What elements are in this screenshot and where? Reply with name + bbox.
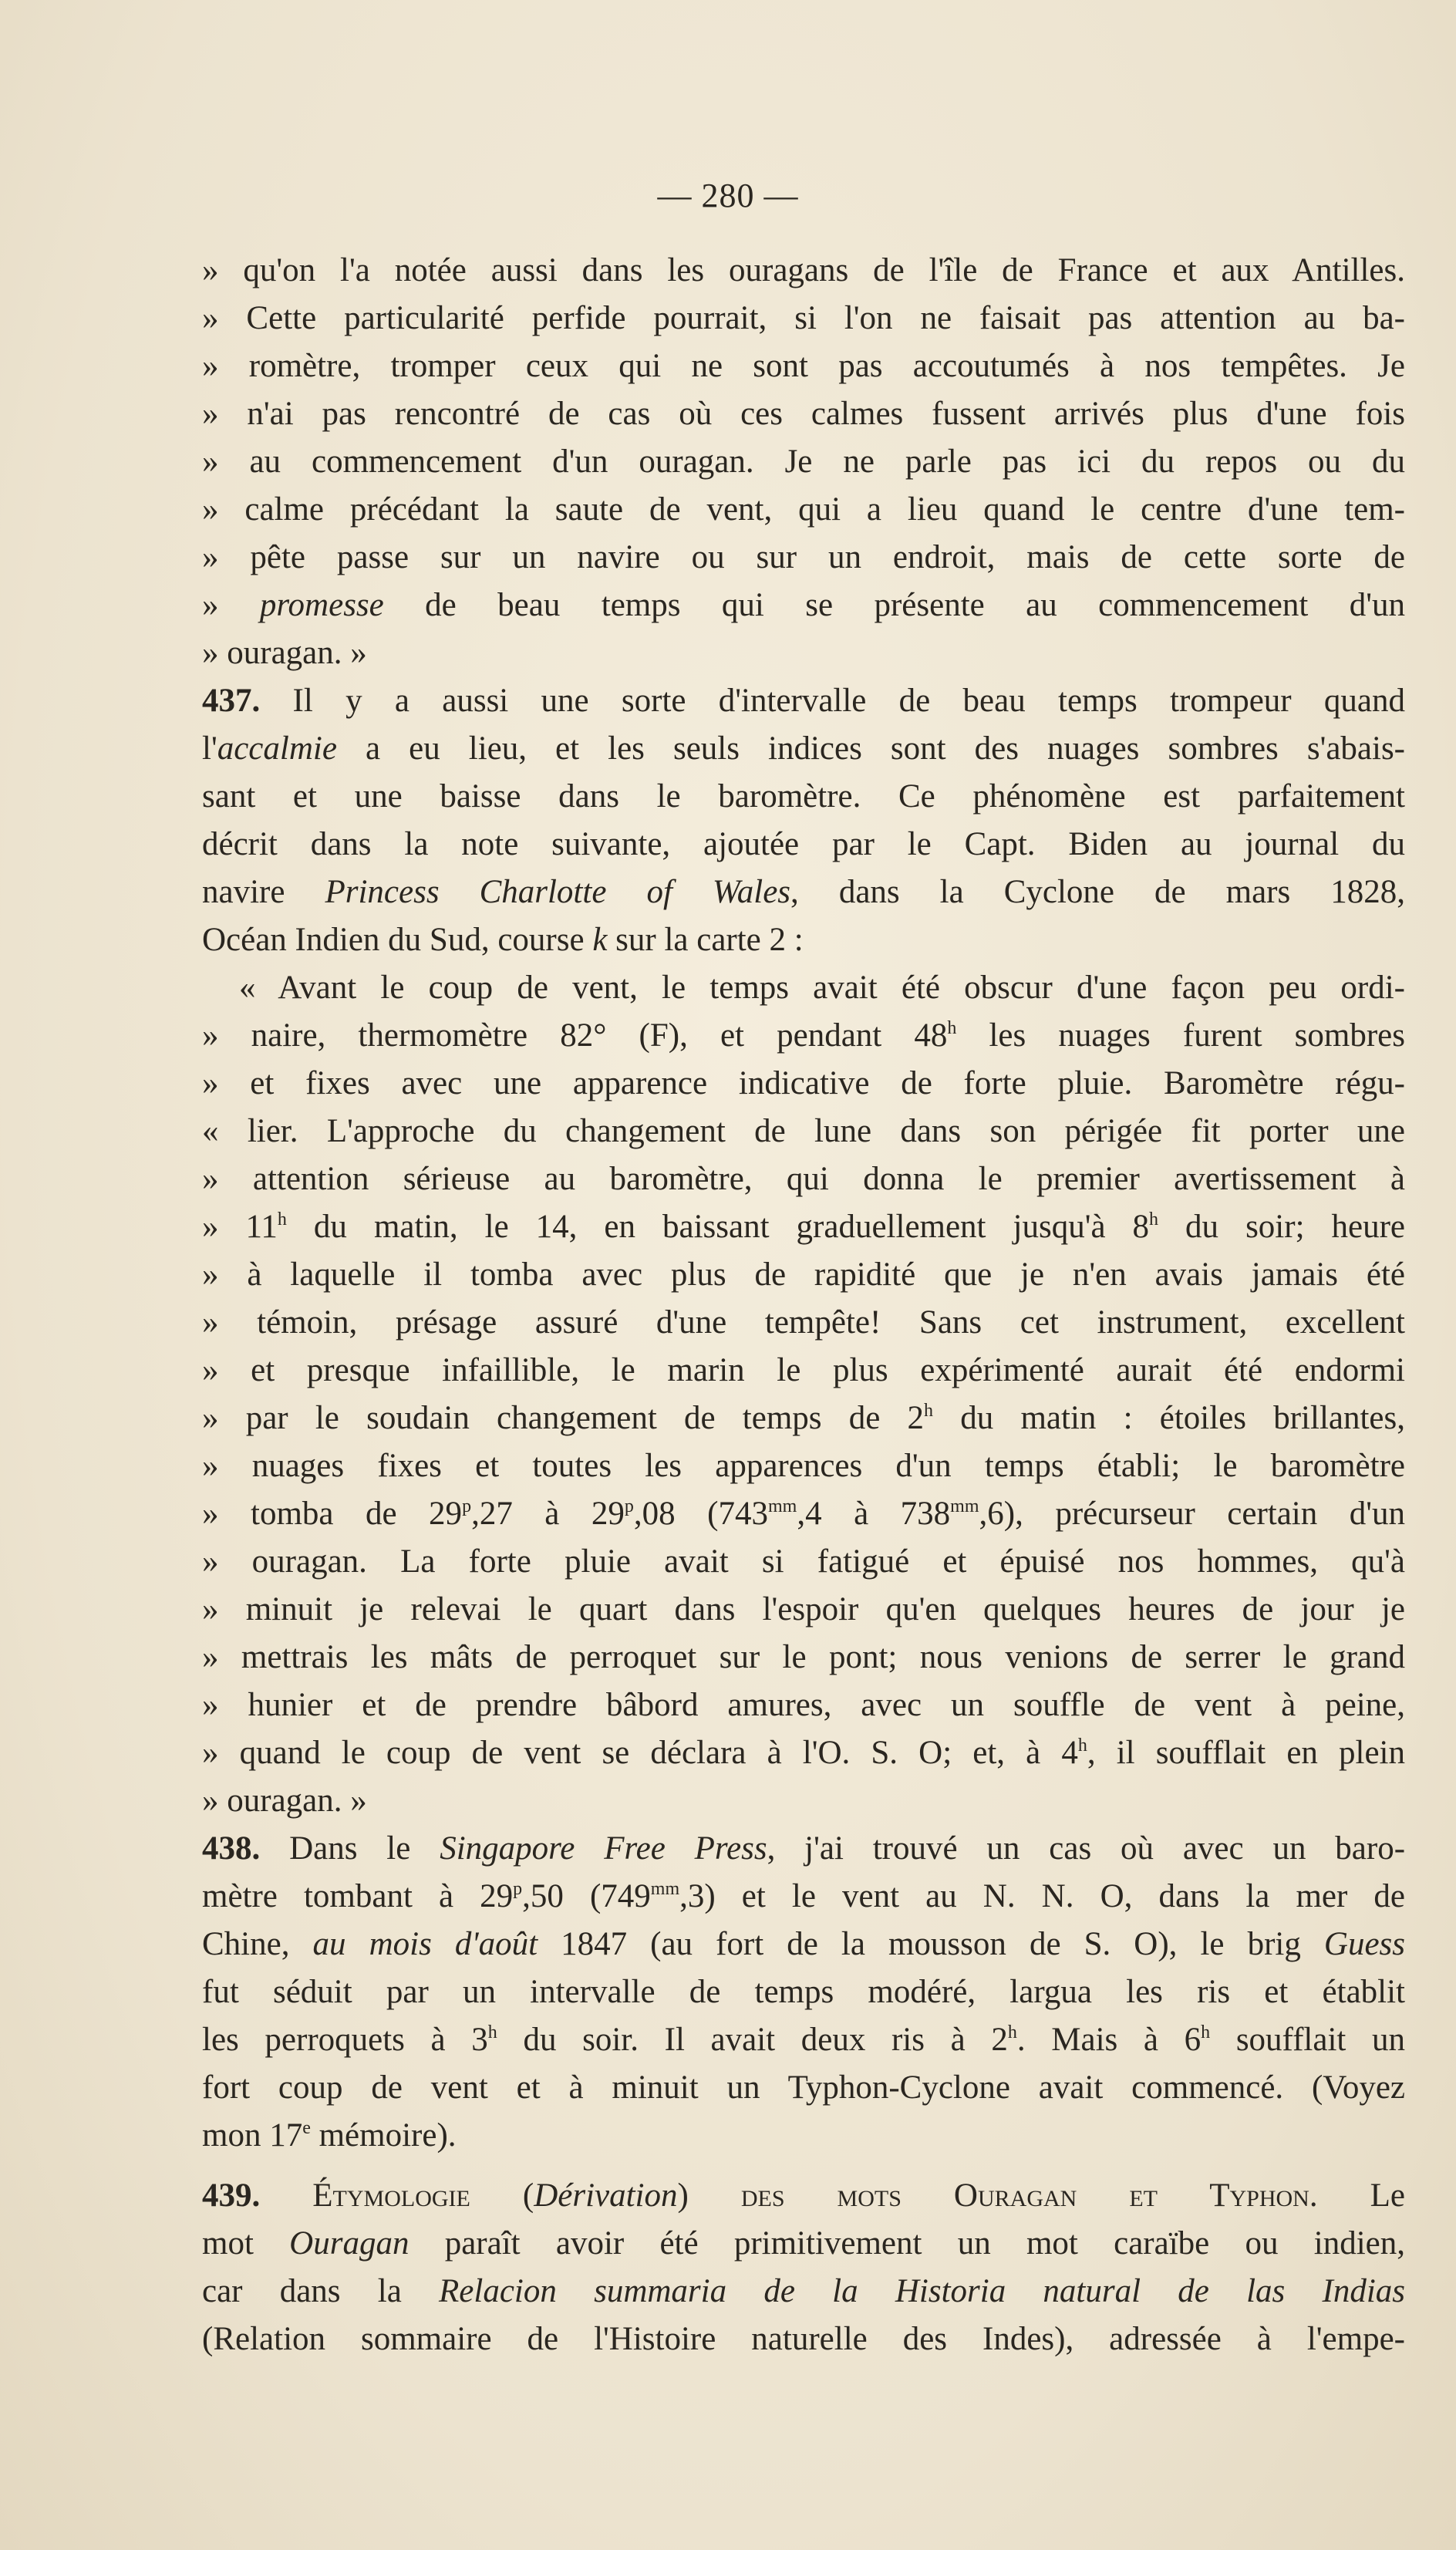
paragraph-439-line: 439. Étymologie (Dérivation) des mots Ouragan et Typhon. Le — [202, 2177, 1405, 2214]
text-line: » mettrais les mâts de perroquet sur le pont; nous venions de serrer le grand — [202, 1639, 1405, 1675]
text-line: l'accalmie a eu lieu, et les seuls indices sont des nuages sombres s'abais- — [202, 730, 1405, 767]
text-line: » minuit je relevai le quart dans l'espoir qu'en quelques heures de jour je — [202, 1591, 1405, 1627]
page-number: — 280 — — [657, 177, 799, 214]
text-line: décrit dans la note suivante, ajoutée par le Capt. Biden au journal du — [202, 826, 1405, 862]
text-line: « lier. L'approche du changement de lune dans son périgée fit porter une — [202, 1113, 1405, 1149]
text-line: » ouragan. » — [202, 635, 367, 671]
text-line: » calme précédant la saute de vent, qui a lieu quand le centre d'une tem- — [202, 491, 1405, 528]
paragraph-number: 439. — [202, 2177, 261, 2214]
text-line: « Avant le coup de vent, le temps avait été obscur d'une façon peu ordi- — [239, 970, 1405, 1006]
text-line: mon 17e mémoire). — [202, 2117, 457, 2154]
text-line: » Cette particularité perfide pourrait, si l'on ne faisait pas attention au ba- — [202, 300, 1405, 336]
text-line: fort coup de vent et à minuit un Typhon-Cyclone avait commencé. (Voyez — [202, 2069, 1405, 2106]
paragraph-number: 437. — [202, 683, 261, 719]
text-line: fut séduit par un intervalle de temps modéré, largua les ris et établit — [202, 1974, 1405, 2010]
text-line: » témoin, présage assuré d'une tempête! Sans cet instrument, excellent — [202, 1304, 1405, 1341]
text-line: (Relation sommaire de l'Histoire naturelle des Indes), adressée à l'empe- — [202, 2321, 1405, 2357]
text-line: sant et une baisse dans le baromètre. Ce phénomène est parfaitement — [202, 778, 1405, 815]
text-line: » quand le coup de vent se déclara à l'O. S. O; et, à 4$^h$, il soufflait en plein — [202, 1735, 1405, 1771]
text-line: » ouragan. » — [202, 1783, 367, 1819]
text-line: » nuages fixes et toutes les apparences d'un temps établi; le baromètre — [202, 1448, 1405, 1484]
text-line: » naire, thermomètre 82° (F), et pendant 48$^h$ les nuages furent sombres — [202, 1017, 1405, 1054]
paragraph-number: 438. — [202, 1830, 261, 1867]
text-line: » au commencement d'un ouragan. Je ne parle pas ici du repos ou du — [202, 444, 1405, 480]
text-line: » et presque infaillible, le marin le plus expérimenté aurait été endormi — [202, 1352, 1405, 1388]
text-line: » à laquelle il tomba avec plus de rapidité que je n'en avais jamais été — [202, 1256, 1405, 1293]
text-line: Chine, au mois d'août 1847 (au fort de la mousson de S. O), le brig Guess — [202, 1926, 1405, 1962]
text-line: » pête passe sur un navire ou sur un endroit, mais de cette sorte de — [202, 539, 1405, 575]
paragraph-437-line: 437. Il y a aussi une sorte d'intervalle de beau temps trompeur quand — [202, 683, 1405, 719]
text-line: Océan Indien du Sud, course k sur la carte 2 : — [202, 922, 804, 958]
text-line: » qu'on l'a notée aussi dans les ouragans de l'île de France et aux Antilles. — [202, 252, 1405, 288]
paragraph-438-line: 438. Dans le Singapore Free Press, j'ai trouvé un cas où avec un baro- — [202, 1830, 1406, 1867]
text-line: » par le soudain changement de temps de 2$^h$ du matin : étoiles brillantes, — [202, 1400, 1405, 1436]
text-line: » 11$^h$ du matin, le 14, en baissant graduellement jusqu'à 8$^h$ du soir; heure — [202, 1209, 1406, 1245]
text-line: » romètre, tromper ceux qui ne sont pas accoutumés à nos tempêtes. Je — [202, 348, 1405, 384]
text-line: » n'ai pas rencontré de cas où ces calmes fussent arrivés plus d'une fois — [202, 396, 1405, 432]
text-line: les perroquets à 3$^h$ du soir. Il avait deux ris à 2$^h$. Mais à 6$^h$ soufflait un — [202, 2022, 1405, 2058]
text-line: navire Princess Charlotte of Wales, dans la Cyclone de mars 1828, — [202, 874, 1405, 910]
text-line: mètre tombant à 29$^p$,50 $(749^{mm},3)$ et le vent au N. N. O, dans la mer de — [202, 1878, 1405, 1914]
text-line: car dans la Relacion summaria de la Historia natural de las Indias — [202, 2273, 1405, 2309]
text-line: mot Ouragan paraît avoir été primitivement un mot caraïbe ou indien, — [202, 2225, 1405, 2262]
text-line: » ouragan. La forte pluie avait si fatigué et épuisé nos hommes, qu'à — [202, 1543, 1405, 1580]
text-line: » promesse de beau temps qui se présente au commencement d'un — [202, 587, 1406, 623]
text-line: » hunier et de prendre bâbord amures, avec un souffle de vent à peine, — [202, 1687, 1405, 1723]
text-line: » tomba de 29$^p$,27 à 29$^p$,08 ($743^{mm},4$ à $738^{mm},6$), précurseur certain d'un — [202, 1496, 1405, 1532]
text-line: » attention sérieuse au baromètre, qui donna le premier avertissement à — [202, 1161, 1405, 1197]
text-line: » et fixes avec une apparence indicative de forte pluie. Baromètre régu- — [202, 1065, 1405, 1101]
